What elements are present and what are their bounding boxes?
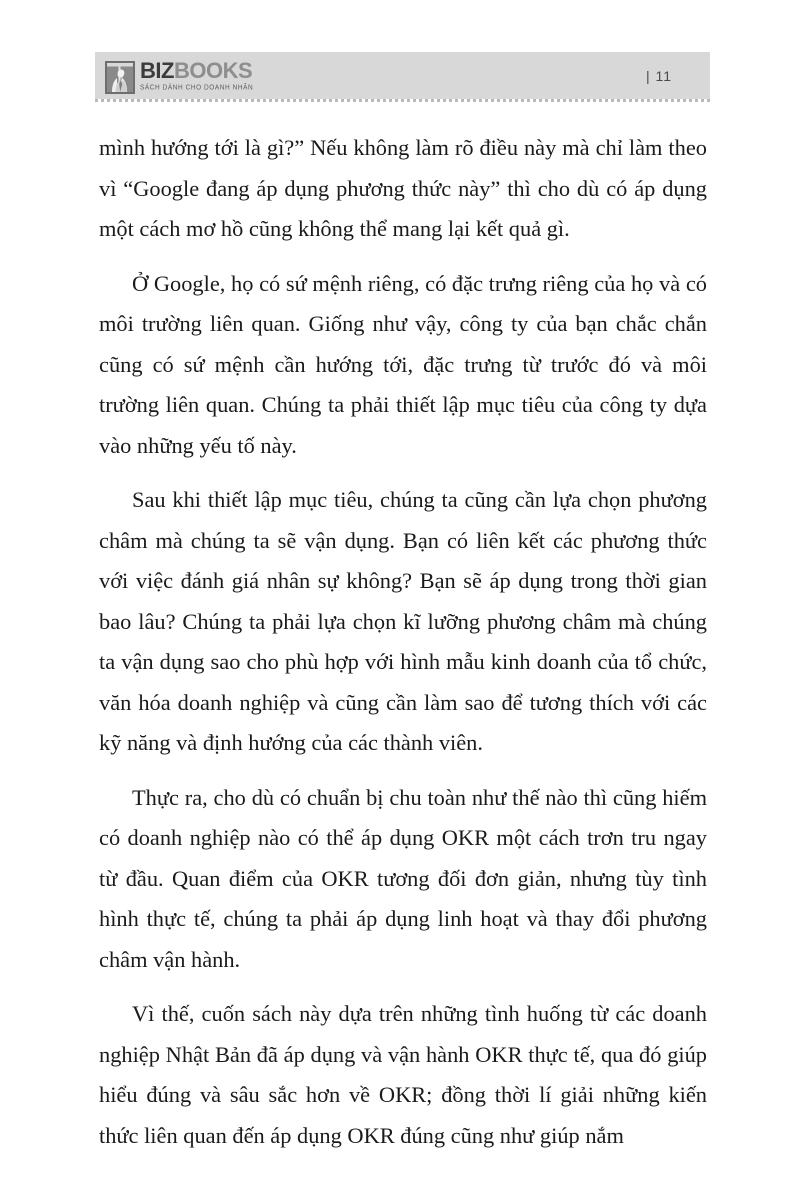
running-header (95, 52, 710, 99)
brand-tagline: SÁCH DÀNH CHO DOANH NHÂN (140, 83, 254, 92)
brand-text-block (140, 57, 254, 92)
publisher-brand (105, 57, 254, 93)
paragraph: Thực ra, cho dù có chuẩn bị chu toàn như thế nào thì cũng hiếm có doanh nghiệp nào có thể áp dụng OKR một cách trơn tru ngay từ đầu. Quan điểm của OKR tương đối đơn giản, nhưng tùy tình hình thực tế, chúng ta phải áp dụng linh hoạt và thay đổi phương châm vận hành. (99, 784, 707, 972)
paragraph: mình hướng tới là gì?” Nếu không làm rõ điều này mà chỉ làm theo vì “Google đang áp dụng phương thức này” thì cho dù có áp dụng một cách mơ hồ cũng không thể mang lại kết quả gì. (99, 135, 707, 241)
paragraph: Ở Google, họ có sứ mệnh riêng, có đặc trưng riêng của họ và có môi trường liên quan. Giống như vậy, công ty của bạn chắc chắn cũng có sứ mệnh cần hướng tới, đặc trưng từ trước đó và môi trường liên quan. Chúng ta phải thiết lập mục tiêu của công ty dựa vào những yếu tố này. (99, 270, 707, 458)
brand-wordmark-books: BOOKS (173, 57, 253, 83)
paragraph: Vì thế, cuốn sách này dựa trên những tình huống từ các doanh nghiệp Nhật Bản đã áp dụng và vận hành OKR thực tế, qua đó giúp hiểu đúng và sâu sắc hơn về OKR; đồng thời lí giải những kiến thức liên quan đến áp dụng OKR đúng cũng như giúp nắm (99, 1001, 707, 1148)
running-header-content (95, 52, 710, 99)
header-divider-dotted (95, 99, 710, 102)
brand-wordmark-biz: BIZ (140, 57, 174, 83)
book-with-reader-icon (105, 61, 135, 94)
page-number: | 11 (645, 67, 672, 84)
paragraph: Sau khi thiết lập mục tiêu, chúng ta cũng cần lựa chọn phương châm mà chúng ta sẽ vận dụng. Bạn có liên kết các phương thức với việc đánh giá nhân sự không? Bạn sẽ áp dụng trong thời gian bao lâu? Chúng ta phải lựa chọn kĩ lưỡng phương châm mà chúng ta vận dụng sao cho phù hợp với hình mẫu kinh doanh của tổ chức, văn hóa doanh nghiệp và cũng cần làm sao để tương thích với các kỹ năng và định hướng của các thành viên. (99, 487, 707, 755)
body-text (99, 128, 707, 1156)
brand-wordmark (140, 57, 253, 83)
